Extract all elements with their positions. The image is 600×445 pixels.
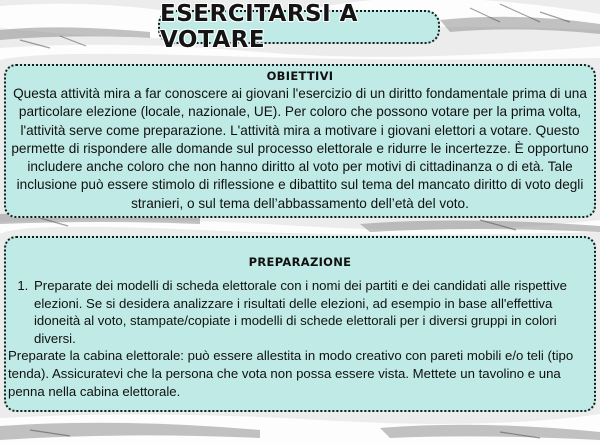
obiettivi-text: Questa attività mira a far conoscere ai giovani l'esercizio di un diritto fondamentale prima di una particolare elezione (locale, nazionale, UE). Per coloro che possono votare per la prima volta, l'attività serve come preparazione. L'attività mira a motivare i giovani elettori a votare. Questo permette di rispondere alle domande sul processo elettorale e ridurre le incertezze. È opportuno includere anche coloro che non hanno diritto al voto per motivi di cittadinanza o di età. Tale inclusione può essere stimolo di riflessione e dibattito sul tema del mancato diritto di voto degli stranieri, o sul tema dell’abbassamento dell’età del voto. xyxy=(11,86,589,211)
obiettivi-card xyxy=(4,64,596,218)
page-title: ESERCITARSI A VOTARE xyxy=(160,1,358,53)
preparazione-paragraph: Preparate la cabina elettorale: può essere allestita in modo creativo con pareti mobili e/o teli (tipo tenda). Assicuratevi che la persona che vota non possa essere vista. Mettete un tavolino e una penna nella cabina elettorale. xyxy=(8,348,574,399)
title-banner xyxy=(158,1,440,53)
obiettivi-heading: OBIETTIVI xyxy=(266,69,334,83)
preparazione-card xyxy=(4,236,596,412)
preparazione-step-1: 1. Preparate dei modelli di scheda elettorale con i nomi dei partiti e dei candidati alle rispettive elezioni. Se si desidera analizzare i risultati delle elezioni, ad esempio in base all'effettiva idoneità al voto, stampate/copiate i modelli di schede elettorali per i diversi gruppi in colori diversi. xyxy=(32,277,586,347)
preparazione-steps xyxy=(6,277,586,347)
preparazione-heading: PREPARAZIONE xyxy=(248,255,352,269)
